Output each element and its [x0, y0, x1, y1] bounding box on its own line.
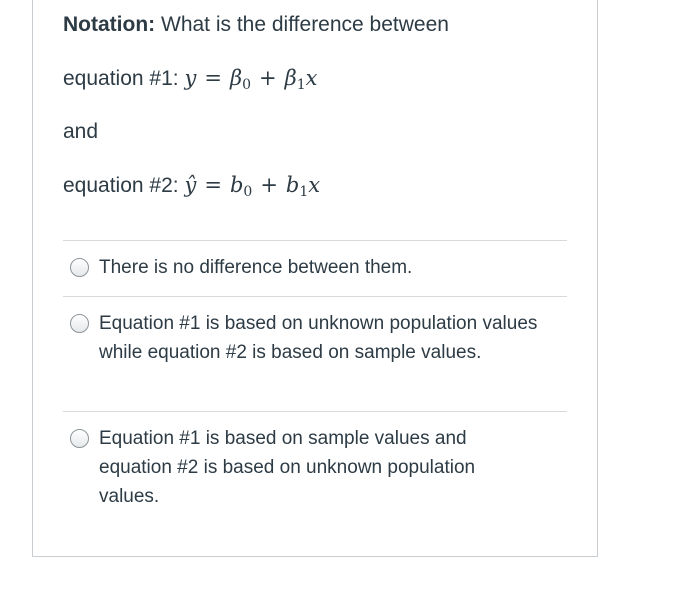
- answer-option-2-text[interactable]: Equation #1 is based on unknown population values while equation #2 is based on sample values.: [99, 313, 538, 363]
- divider: [63, 240, 567, 241]
- eq1-beta0: β: [229, 66, 243, 90]
- prompt-text: What is the difference between: [161, 13, 449, 36]
- eq2-plus: +: [260, 173, 278, 197]
- equation-1-label: equation #1:: [63, 67, 179, 90]
- answer-option-1-text[interactable]: There is no difference between them.: [99, 257, 413, 278]
- divider: [63, 411, 567, 412]
- eq1-sub1: 1: [296, 77, 306, 93]
- question-prompt: [63, 13, 449, 37]
- eq1-sub0: 0: [242, 77, 251, 93]
- and-text: and: [63, 120, 99, 143]
- eq1-plus: +: [259, 66, 277, 90]
- divider: [63, 296, 567, 297]
- equation-2-label: equation #2:: [63, 174, 179, 197]
- answer-option-3-text[interactable]: Equation #1 is based on sample values and equation #2 is based on unknown population values.: [99, 428, 476, 507]
- eq2-sub0: 0: [243, 184, 253, 200]
- radio-button-icon[interactable]: [70, 314, 89, 333]
- equation-1: [184, 66, 318, 93]
- eq2-equals: =: [204, 173, 222, 197]
- eq2-sub1: 1: [299, 184, 309, 200]
- answer-option-1[interactable]: [70, 253, 540, 282]
- notation-label: Notation:: [63, 13, 156, 36]
- eq1-lhs: y: [184, 66, 197, 90]
- eq2-b0: b: [229, 173, 244, 197]
- answer-option-3[interactable]: [70, 424, 540, 511]
- radio-button-icon[interactable]: [70, 258, 89, 277]
- eq1-equals: =: [204, 66, 222, 90]
- answer-option-2[interactable]: [70, 309, 540, 367]
- eq1-beta1: β: [284, 66, 297, 90]
- equation-2: [184, 173, 321, 200]
- eq2-x: x: [308, 173, 321, 197]
- eq1-x: x: [305, 66, 318, 90]
- equation-1-line: [63, 66, 318, 93]
- equation-2-line: [63, 173, 320, 200]
- radio-button-icon[interactable]: [70, 429, 89, 448]
- eq2-b1: b: [285, 173, 300, 197]
- eq2-lhs: ŷ: [184, 173, 197, 197]
